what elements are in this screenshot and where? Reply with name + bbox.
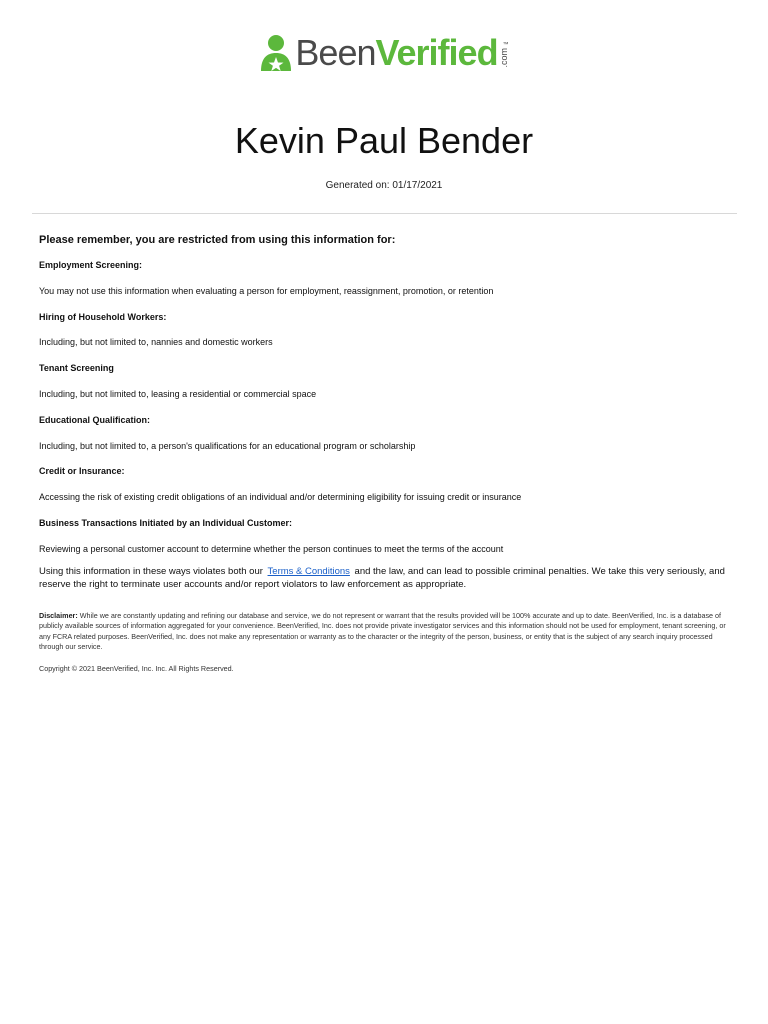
restriction-description: Including, but not limited to, a person's qualifications for an educational program or scholarship xyxy=(39,440,416,451)
terms-conditions-link[interactable]: Terms & Conditions xyxy=(267,565,350,577)
disclaimer-label: Disclaimer: xyxy=(39,611,78,620)
disclaimer-text: While we are constantly updating and refining our database and service, we do not represent or warrant that the results provided will be 100% accurate and up to date. BeenVerified, Inc. is a database of publicly available sources of information aggregated for your convenience. BeenVerified, Inc. does not provide private investigator services and this information should not be used for employment, tenant screening, or any FCRA related purposes. BeenVerified, Inc. does not make any representation or warranty as to the character or the integrity of the person, business, or entity that is the subject of any search inquiry processed through our service. xyxy=(39,611,726,652)
violation-text-after: and the law, and can lead to possible criminal penalties. We take this very seriously, and reserve the right to terminate user accounts and/or report violators to law enforcement as appropriate. xyxy=(39,565,725,590)
restriction-description: Accessing the risk of existing credit obligations of an individual and/or determining eligibility for issuing credit or insurance xyxy=(39,492,522,503)
restriction-description: You may not use this information when evaluating a person for employment, reassignment, promotion, or retention xyxy=(39,285,494,296)
brand-logo xyxy=(0,34,768,72)
logo-dotcom: .com xyxy=(498,48,509,68)
restriction-title: Employment Screening: xyxy=(39,260,143,270)
logo-trademark: ™ xyxy=(502,42,509,49)
restriction-description: Including, but not limited to, nannies and domestic workers xyxy=(39,337,273,348)
restriction-title: Credit or Insurance: xyxy=(39,466,125,477)
copyright-notice: Copyright © 2021 BeenVerified, Inc. Inc. All Rights Reserved. xyxy=(39,664,234,673)
generated-date: Generated on: 01/17/2021 xyxy=(325,180,443,191)
violation-text-before: Using this information in these ways violates both our xyxy=(39,565,263,577)
restrictions-section xyxy=(39,234,731,591)
disclaimer xyxy=(39,611,731,653)
violation-notice xyxy=(39,565,731,592)
restrictions-heading: Please remember, you are restricted from using this information for: xyxy=(39,234,396,246)
restriction-title: Business Transactions Initiated by an Individual Customer: xyxy=(39,517,293,528)
logo-been: Been xyxy=(295,32,376,73)
header-divider xyxy=(32,213,737,214)
restriction-title: Hiring of Household Workers: xyxy=(39,311,167,322)
logo-verified: Verified xyxy=(375,32,498,73)
logo-wordmark xyxy=(295,32,498,73)
restriction-title: Educational Qualification: xyxy=(39,414,151,425)
restriction-description: Including, but not limited to, leasing a residential or commercial space xyxy=(39,388,317,399)
report-subject-name: Kevin Paul Bender xyxy=(234,120,534,161)
logo-com xyxy=(500,42,509,68)
restriction-title: Tenant Screening xyxy=(39,363,114,374)
restriction-description: Reviewing a personal customer account to determine whether the person continues to meet the terms of the account xyxy=(39,543,504,554)
person-pin-icon xyxy=(259,34,293,72)
